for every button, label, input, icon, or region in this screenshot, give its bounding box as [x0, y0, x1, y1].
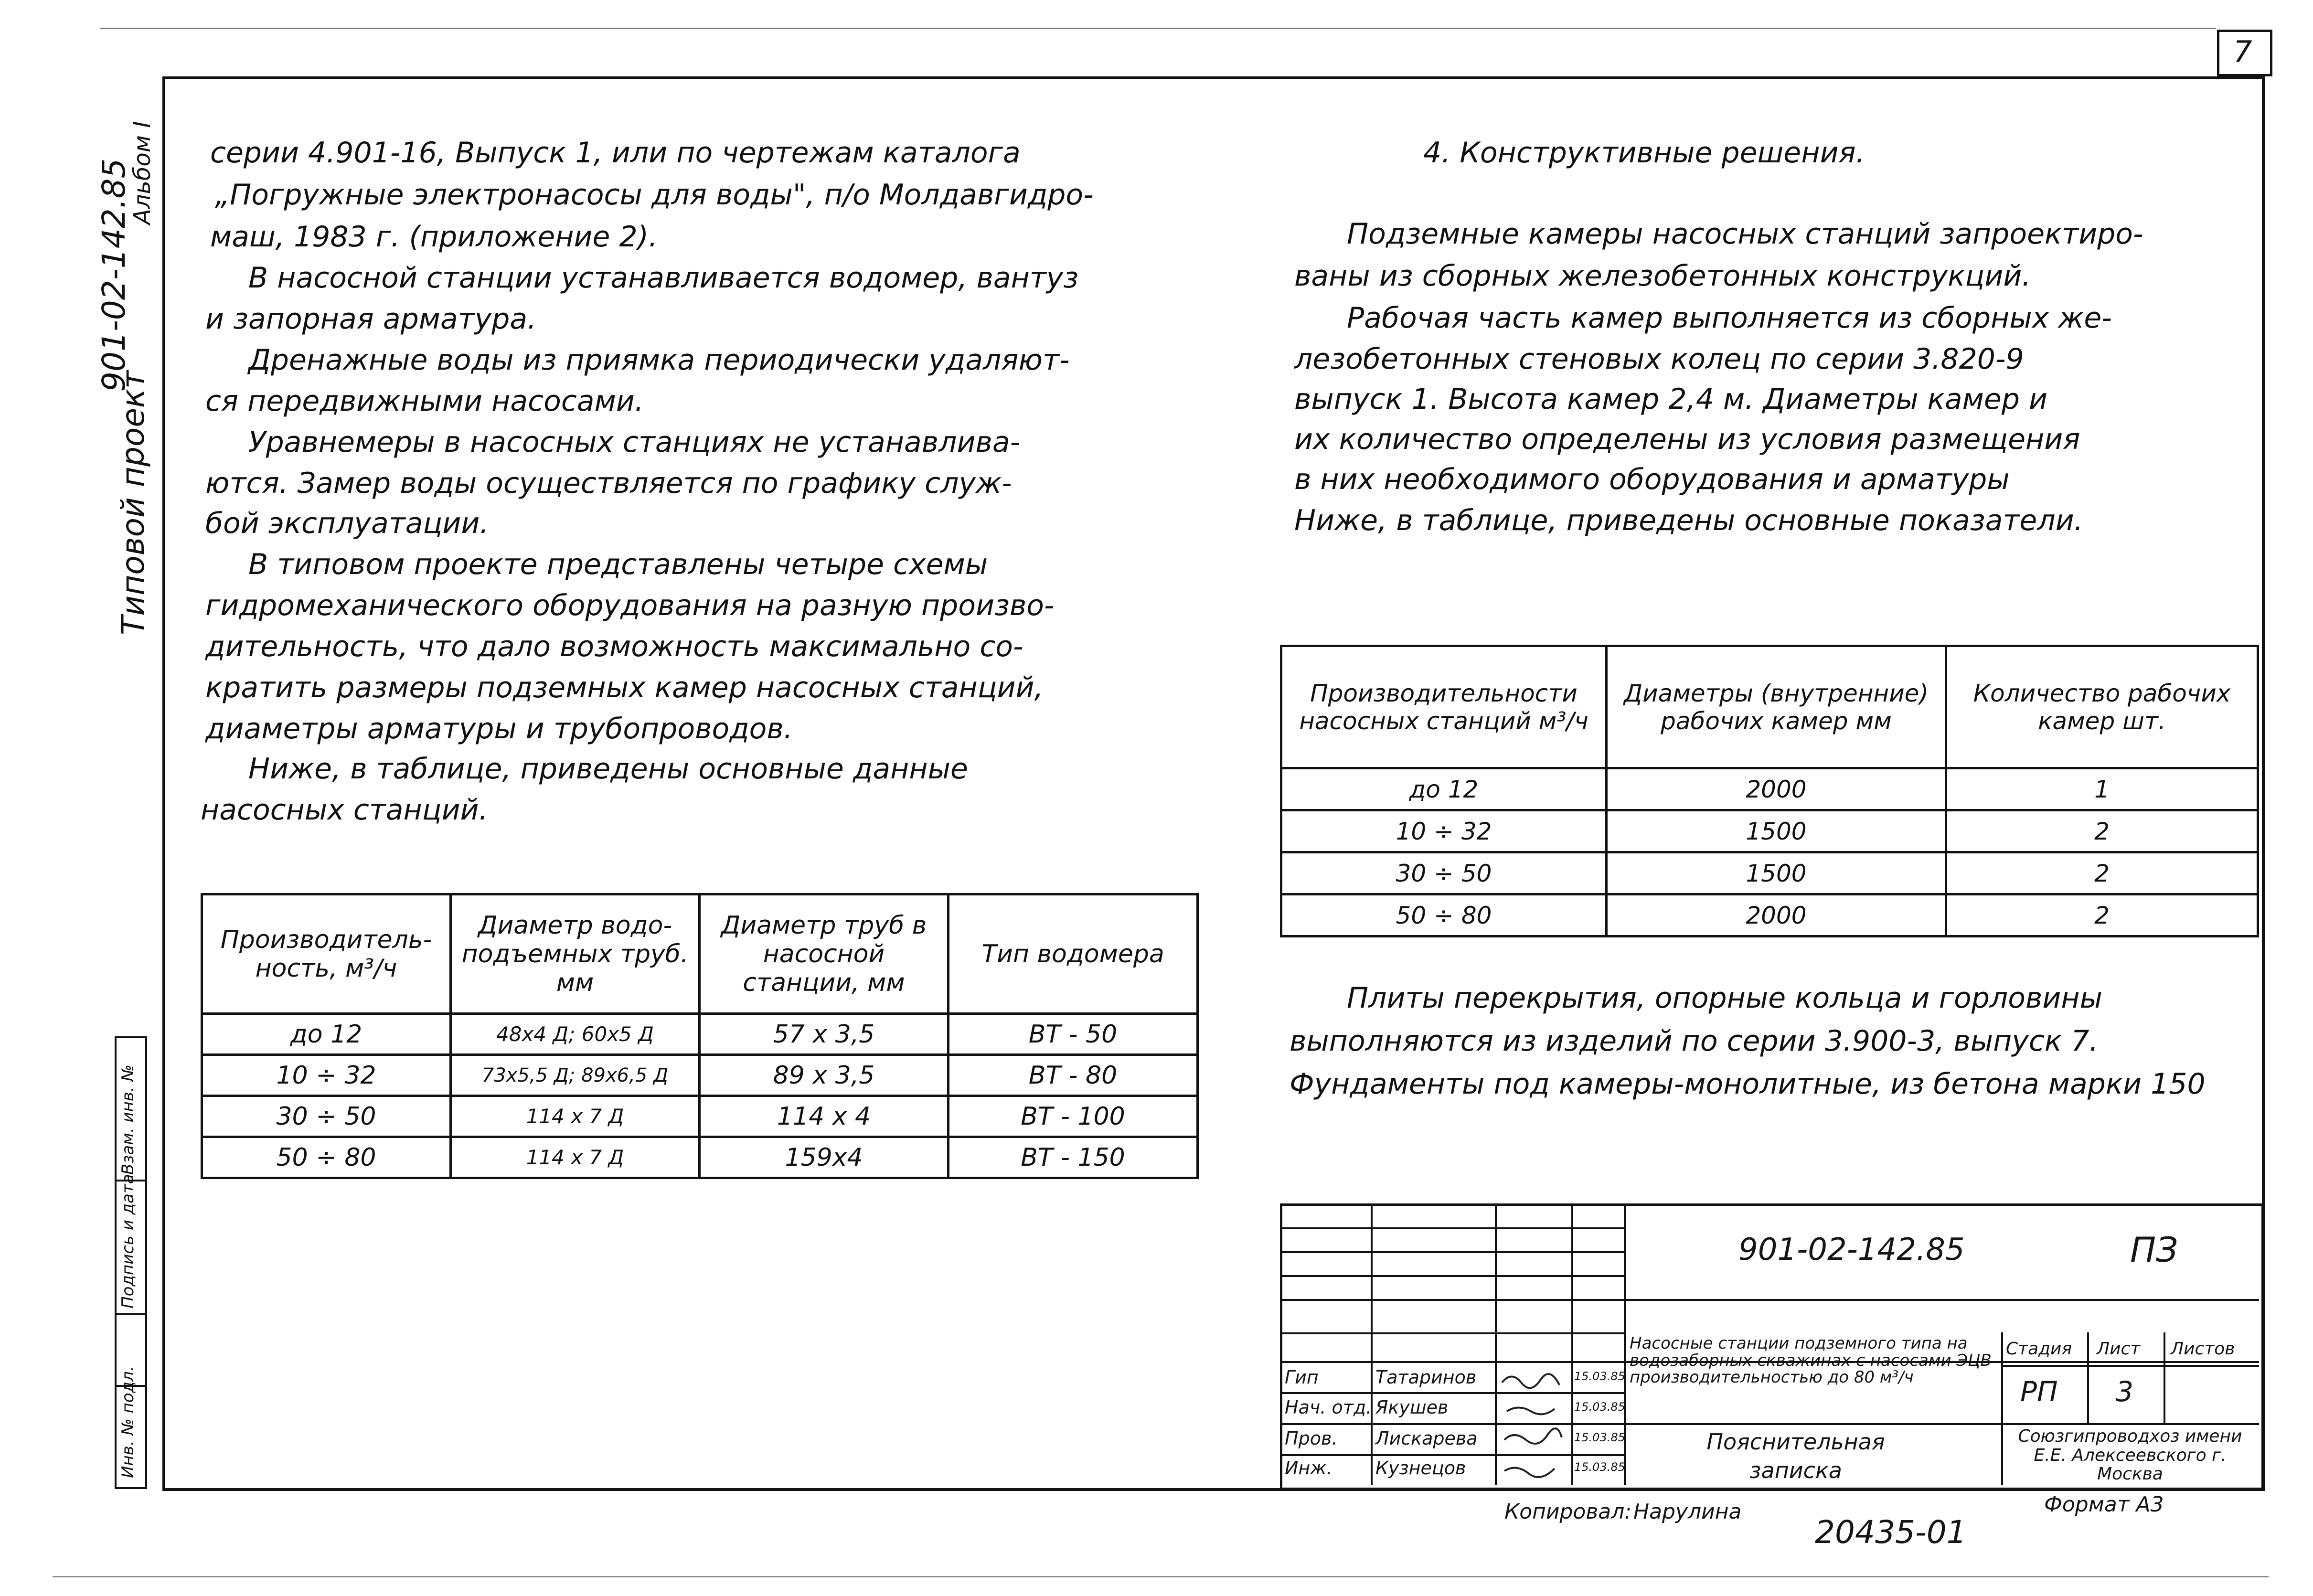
table-cell: 10 ÷ 32	[1281, 810, 1607, 852]
left-line: гидромеханического оборудования на разную произво-	[205, 589, 1055, 622]
table-cell: 114 х 7 Д	[451, 1096, 700, 1137]
signature-scribbles	[1497, 1363, 1569, 1485]
right-line: в них необходимого оборудования и арматуры	[1294, 463, 2010, 496]
right-table-header: Количество рабочих камер шт.	[1946, 646, 2258, 768]
inventory-number: 20435-01	[1815, 1514, 1967, 1551]
section-heading: 4. Конструктивные решения.	[1423, 136, 1865, 170]
tb-vline	[2001, 1332, 2003, 1485]
right-line: ваны из сборных железобетонных конструкций.	[1294, 259, 2031, 293]
person-name: Татаринов	[1375, 1367, 1477, 1388]
tb-hline	[1280, 1275, 1624, 1277]
tb-vline	[1495, 1203, 1497, 1485]
right-bottom-line: Плиты перекрытия, опорные кольца и горловины	[1347, 981, 2102, 1015]
left-line: серии 4.901-16, Выпуск 1, или по чертежам каталога	[210, 136, 1021, 170]
person-date: 15.03.85	[1574, 1370, 1625, 1383]
right-bottom-line: выполняются из изделий по серии 3.900-3, выпуск 7.	[1290, 1024, 2099, 1058]
table-cell: 48х4 Д; 60х5 Д	[451, 1014, 700, 1055]
tb-vline	[1371, 1203, 1373, 1485]
right-line: их количество определены из условия размещения	[1294, 423, 2080, 456]
table-cell: ВТ - 80	[949, 1055, 1198, 1096]
sheets-label: Листов	[2171, 1339, 2235, 1359]
title-block-description: Насосные станции подземного типа на водозаборных скважинах с насосами ЭЦВ производительностью до 80 м³/ч	[1630, 1334, 1992, 1387]
inventory-label-3: Взам. инв. №	[118, 1064, 138, 1175]
tb-hline	[1280, 1227, 1624, 1229]
left-line: Дренажные воды из приямка периодически удаляют-	[248, 343, 1070, 377]
table-cell: 114 х 7 Д	[451, 1137, 700, 1178]
table-cell: 2	[1946, 852, 2258, 894]
sheet-label: Лист	[2097, 1339, 2141, 1359]
right-table-header: Производительности насосных станций м³/ч	[1281, 646, 1607, 768]
right-line: Подземные камеры насосных станций запроектиро-	[1347, 217, 2143, 251]
right-line: лезобетонных стеновых колец по серии 3.820-9	[1294, 342, 2024, 376]
person-role: Инж.	[1285, 1458, 1332, 1479]
stage-value: РП	[2020, 1375, 2058, 1408]
left-table	[201, 893, 1199, 1179]
table-cell: до 12	[202, 1014, 451, 1055]
inventory-strip-divider-2	[115, 1313, 146, 1315]
table-cell: 2	[1946, 894, 2258, 936]
title-block-doc-name: Пояснительная записка	[1706, 1429, 1885, 1483]
person-name: Лискарева	[1375, 1428, 1478, 1449]
table-cell: 2000	[1607, 894, 1946, 936]
table-cell: до 12	[1281, 768, 1607, 810]
right-table	[1280, 645, 2259, 937]
table-cell: ВТ - 150	[949, 1137, 1198, 1178]
title-block-code: 901-02-142.85	[1738, 1232, 1965, 1267]
person-name: Якушев	[1375, 1397, 1449, 1418]
table-cell: 1500	[1607, 810, 1946, 852]
person-role: Пров.	[1285, 1428, 1338, 1449]
left-line: Уравнемеры в насосных станциях не устанавлива-	[248, 426, 1021, 459]
inventory-label-1: Инв. № подл.	[118, 1366, 138, 1478]
left-line: бой эксплуатации.	[205, 507, 489, 540]
table-cell: 30 ÷ 50	[202, 1096, 451, 1137]
table-cell: 2000	[1607, 768, 1946, 810]
table-cell: 50 ÷ 80	[202, 1137, 451, 1178]
tb-vline	[2164, 1332, 2165, 1423]
table-cell: 159х4	[700, 1137, 949, 1178]
side-stamp-line1: Типовой проект	[115, 370, 151, 635]
scan-edge-top	[100, 28, 2216, 29]
left-line: дительность, что дало возможность максимально со-	[205, 630, 1023, 663]
table-cell: ВТ - 100	[949, 1096, 1198, 1137]
table-cell: 73х5,5 Д; 89х6,5 Д	[451, 1055, 700, 1096]
left-line: насосных станций.	[201, 793, 488, 827]
left-line: и запорная арматура.	[205, 302, 537, 336]
left-line: Ниже, в таблице, приведены основные данные	[248, 752, 968, 786]
right-line: выпуск 1. Высота камер 2,4 м. Диаметры камер и	[1294, 383, 2047, 416]
side-stamp-line2: 901-02-142.85	[96, 158, 132, 392]
left-line: В насосной станции устанавливается водомер, вантуз	[248, 261, 1079, 295]
inventory-label-2: Подпись и дата	[118, 1174, 138, 1309]
tb-hline	[1280, 1423, 1624, 1425]
right-line: Ниже, в таблице, приведены основные показатели.	[1294, 504, 2083, 537]
tb-hline	[2001, 1365, 2259, 1367]
tb-vline	[1571, 1203, 1573, 1485]
left-line: диаметры арматуры и трубопроводов.	[205, 712, 793, 745]
right-line: Рабочая часть камер выполняется из сборных же-	[1347, 301, 2112, 335]
right-table-header: Диаметры (внутренние) рабочих камер мм	[1607, 646, 1946, 768]
person-date: 15.03.85	[1574, 1460, 1625, 1474]
table-cell: 89 х 3,5	[700, 1055, 949, 1096]
table-cell: 1	[1946, 768, 2258, 810]
left-line: маш, 1983 г. (приложение 2).	[210, 220, 658, 254]
left-line: ся передвижными насосами.	[205, 384, 644, 418]
table-cell: 30 ÷ 50	[1281, 852, 1607, 894]
copied-name: Нарулина	[1633, 1500, 1742, 1524]
tb-hline	[1280, 1332, 1624, 1334]
left-line: кратить размеры подземных камер насосных станций,	[205, 671, 1044, 704]
page-number: 7	[2233, 34, 2252, 69]
left-line: В типовом проекте представлены четыре схемы	[248, 548, 988, 581]
left-table-header: Диаметр труб в насосной станции, мм	[700, 894, 949, 1014]
table-cell: 57 х 3,5	[700, 1014, 949, 1055]
tb-vline	[2087, 1332, 2089, 1423]
person-role: Нач. отд.	[1285, 1397, 1372, 1418]
right-bottom-line: Фундаменты под камеры-монолитные, из бетона марки 150	[1290, 1067, 2206, 1101]
left-line: ются. Замер воды осуществляется по графику служ-	[205, 467, 1012, 500]
left-line: „Погружные электронасосы для воды", п/о Молдавгидро-	[215, 178, 1094, 212]
tb-hline	[1280, 1454, 1624, 1456]
left-table-header: Производитель-ность, м³/ч	[202, 894, 451, 1014]
person-date: 15.03.85	[1574, 1400, 1625, 1414]
left-table-header: Диаметр водо-подъемных труб. мм	[451, 894, 700, 1014]
table-cell: 1500	[1607, 852, 1946, 894]
copied-label: Копировал:	[1504, 1500, 1632, 1524]
tb-hline	[1624, 1423, 2259, 1425]
person-date: 15.03.85	[1574, 1431, 1625, 1444]
tb-hline	[1280, 1392, 1624, 1394]
tb-hline	[1280, 1251, 1624, 1253]
table-cell: 114 х 4	[700, 1096, 949, 1137]
title-block-sheet-type: ПЗ	[2130, 1230, 2178, 1270]
table-cell: 2	[1946, 810, 2258, 852]
format: Формат А3	[2044, 1492, 2164, 1517]
table-cell: 50 ÷ 80	[1281, 894, 1607, 936]
sheet-value: 3	[2116, 1375, 2133, 1408]
left-table-header: Тип водомера	[949, 894, 1198, 1014]
stage-label: Стадия	[2006, 1339, 2072, 1359]
table-cell: ВТ - 50	[949, 1014, 1198, 1055]
person-role: Гип	[1285, 1367, 1319, 1388]
title-block-org: Союзгипроводхоз имени Е.Е. Алексеевского г. Москва	[2018, 1426, 2242, 1484]
person-name: Кузнецов	[1375, 1458, 1466, 1479]
tb-hline	[1280, 1299, 2259, 1301]
scan-edge-bottom	[53, 1576, 2269, 1577]
table-cell: 10 ÷ 32	[202, 1055, 451, 1096]
side-stamp-line3: Альбом I	[129, 121, 156, 224]
